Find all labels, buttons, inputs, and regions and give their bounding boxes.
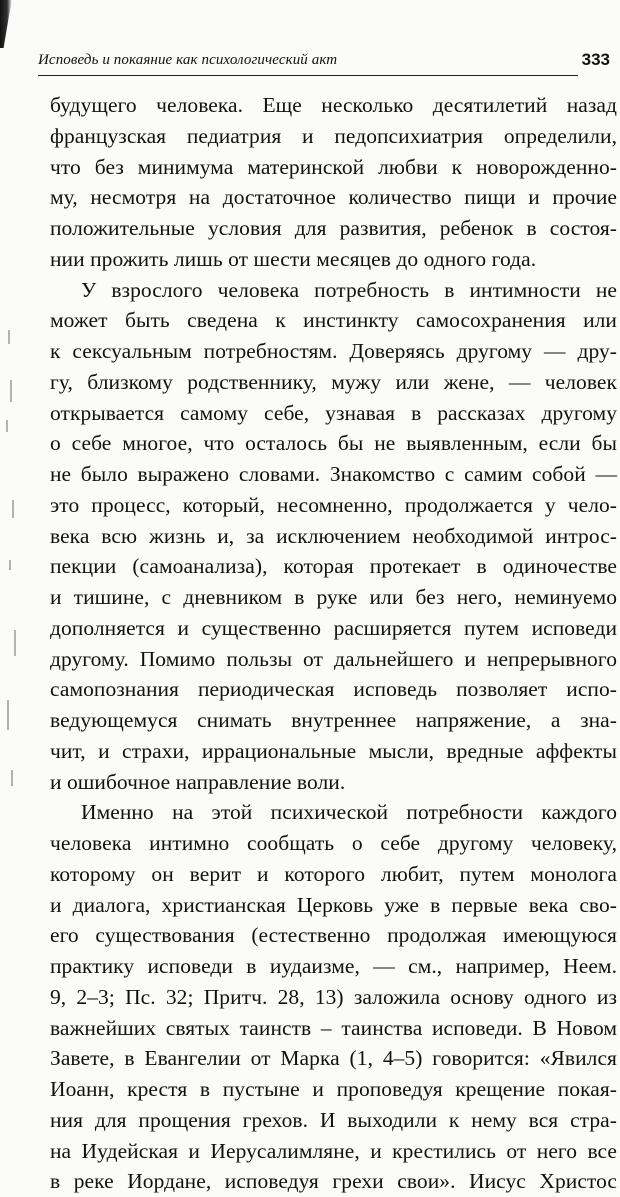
text-line: будущего человека. Еще несколько десятилетий назад (50, 93, 617, 117)
text-line: му, несмотря на достаточное количество пищи и прочие (50, 185, 617, 210)
text-line: это процесс, который, несомненно, продолжается у чело- (50, 492, 617, 517)
text-line: Иоанн, крестя в пустыне и проповедуя крещение покая- (50, 1077, 617, 1101)
text-line: что без минимума материнской любви к новорожденно- (50, 154, 617, 179)
running-title: Исповедь и покаяние как психологический акт (38, 52, 338, 68)
text-line: У взрослого человека потребность в интимности не (81, 277, 617, 302)
text-line: и ошибочное направление воли. (50, 769, 346, 794)
text-line: и диалога, христианская Церковь уже в первые века сво- (50, 892, 617, 917)
text-line: не было выражено словами. Знакомство с самим собой — (50, 462, 617, 486)
text-line: важнейших святых таинств – таинства исповеди. В Новом (50, 1015, 617, 1040)
scan-margin-noise (0, 300, 26, 820)
text-line: нии прожить лишь от шести месяцев до одного года. (50, 246, 537, 271)
text-line: пекции (самоанализа), которая протекает в одиночестве (50, 554, 617, 579)
text-line: положительные условия для развития, ребенок в состоя- (50, 216, 617, 240)
text-line: Именно на этой психической потребности каждого (81, 800, 617, 825)
text-line: века всю жизнь и, за исключением необходимой интрос- (50, 523, 617, 548)
running-header (38, 50, 616, 74)
text-line: может быть сведена к инстинкту самосохранения или (50, 308, 617, 333)
text-line: практику исповеди в иудаизме, — см., например, Неем. (50, 954, 617, 978)
text-line: ведующемуся снимать внутреннее напряжение, а зна- (50, 708, 617, 732)
text-line: гу, близкому родственнику, мужу или жене, — человек (50, 369, 617, 394)
text-line: самопознания периодическая исповедь позволяет испо- (50, 677, 617, 702)
scan-corner-mark (0, 0, 12, 48)
text-line: 9, 2–3; Пс. 32; Притч. 28, 13) заложила основу одного из (50, 984, 617, 1009)
text-line: которому он верит и которого любит, путем монолога (50, 861, 617, 886)
text-line: к сексуальным потребностям. Доверяясь другому — дру- (50, 339, 617, 363)
text-line: открывается самому себе, узнавая в рассказах другому (50, 400, 617, 425)
text-line: человека интимно сообщать о себе другому человеку, (50, 831, 617, 855)
text-line: в реке Иордане, исповедуя грехи свои». Иисус Христос (50, 1169, 617, 1194)
text-line: на Иудейская и Иерусалимляне, и крестились от него все (50, 1138, 617, 1163)
text-line: чит, и страхи, иррациональные мысли, вредные аффекты (50, 738, 617, 763)
text-line: и тишине, с дневником в руке или без него, неминуемо (50, 585, 617, 609)
body-text (50, 90, 617, 1197)
page-number: 333 (581, 50, 610, 69)
text-line: французская педиатрия и педопсихиатрия определили, (50, 123, 617, 148)
text-line: Завете, в Евангелии от Марка (1, 4–5) говорится: «Явился (50, 1046, 617, 1071)
text-line: ния для прощения грехов. И выходили к нему вся стра- (50, 1107, 617, 1132)
text-line: другому. Помимо пользы от дальнейшего и непрерывного (50, 646, 617, 671)
text-line: о себе многое, что осталось бы не выявленным, если бы (50, 431, 617, 456)
text-line: его существования (естественно продолжая имеющуюся (50, 923, 617, 948)
text-line: дополняется и существенно расширяется путем исповеди (50, 615, 617, 640)
header-rule (38, 75, 578, 76)
